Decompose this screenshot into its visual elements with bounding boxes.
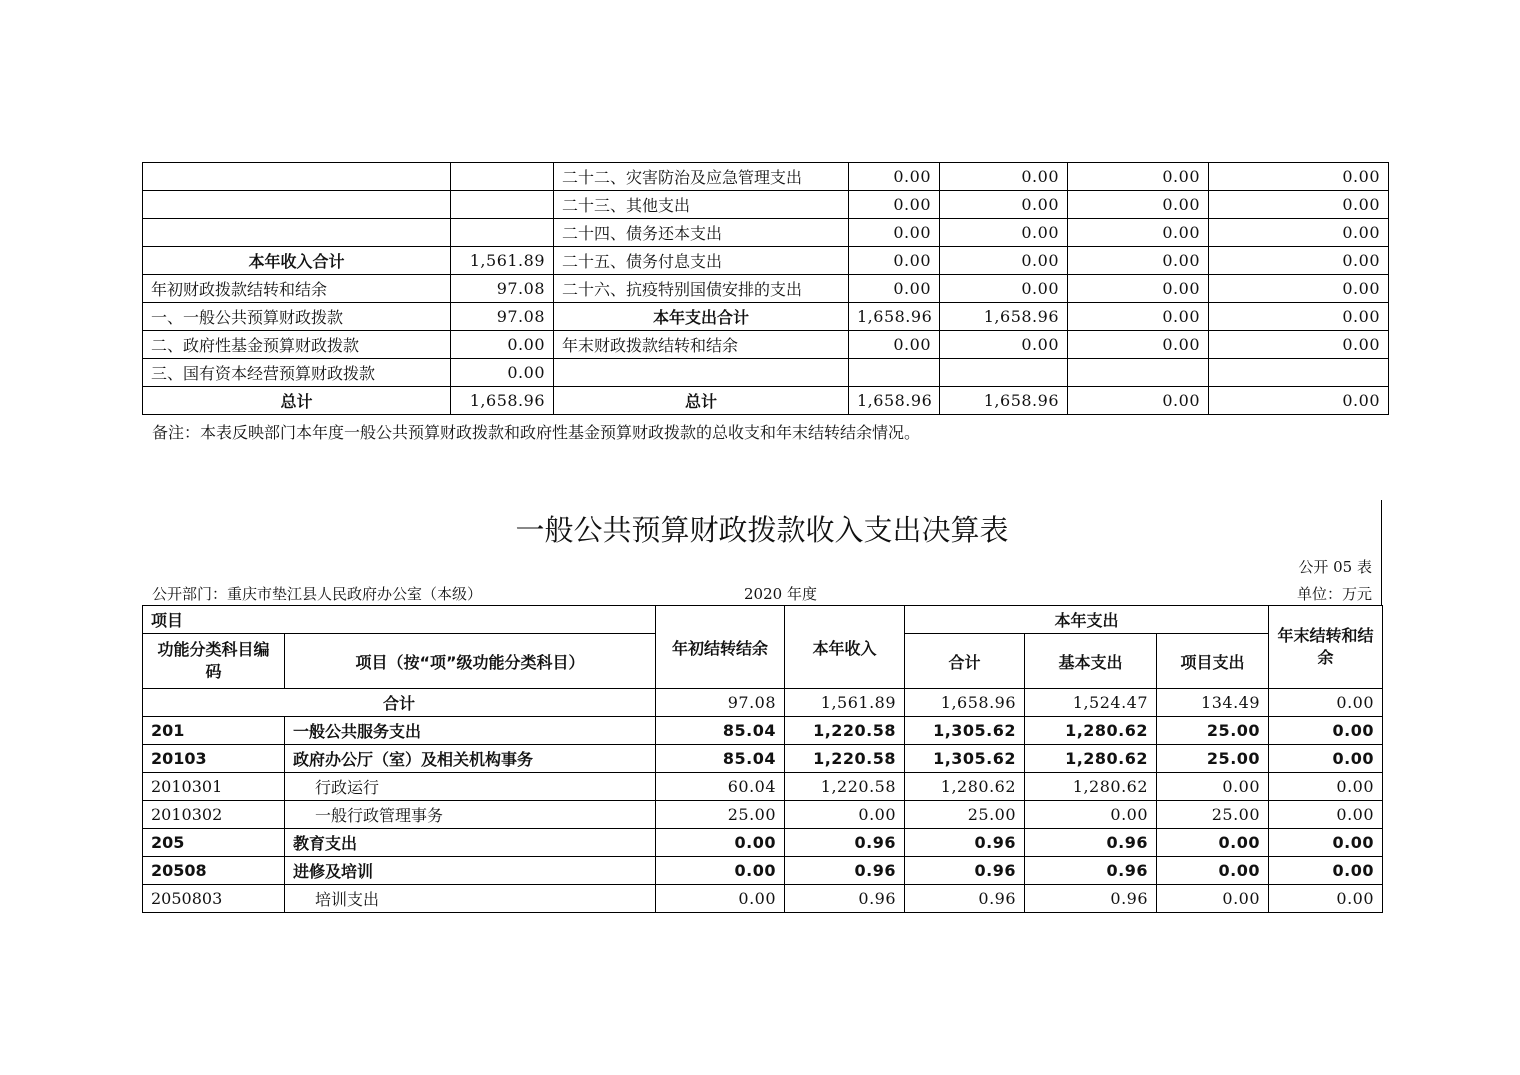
cell-basic: 0.96: [1025, 829, 1157, 857]
value-1: 1,658.96: [849, 303, 940, 331]
left-value: 0.00: [451, 359, 554, 387]
table-row: [143, 163, 1389, 191]
income-expense-summary-table: [142, 162, 1389, 415]
value-1: 0.00: [849, 219, 940, 247]
cell-project: 25.00: [1157, 745, 1269, 773]
right-label: 二十五、债务付息支出: [554, 247, 849, 275]
left-label: 年初财政拨款结转和结余: [143, 275, 451, 303]
value-3: 0.00: [1068, 275, 1209, 303]
table-row: [143, 857, 1383, 885]
header-row: [143, 606, 1383, 634]
right-label: 本年支出合计: [554, 303, 849, 331]
cell-total: 1,305.62: [905, 745, 1025, 773]
cell-project: 0.00: [1157, 773, 1269, 801]
table-row: [143, 275, 1389, 303]
header-basic: 基本支出: [1025, 634, 1157, 689]
value-4: 0.00: [1209, 331, 1389, 359]
value-2: 0.00: [940, 163, 1068, 191]
cell-name: 教育支出: [285, 829, 656, 857]
cell-total: 25.00: [905, 801, 1025, 829]
cell-total: 1,305.62: [905, 717, 1025, 745]
value-1: [849, 359, 940, 387]
cell-project: 25.00: [1157, 717, 1269, 745]
right-label: 二十六、抗疫特别国债安排的支出: [554, 275, 849, 303]
general-budget-table: [142, 605, 1383, 913]
header-item: 项目: [143, 606, 656, 634]
cell-end: 0.00: [1269, 717, 1383, 745]
value-4: 0.00: [1209, 275, 1389, 303]
cell-income: 0.96: [785, 885, 905, 913]
cell-project: 0.00: [1157, 857, 1269, 885]
value-4: 0.00: [1209, 191, 1389, 219]
left-value: [451, 163, 554, 191]
cell-total: 1,280.62: [905, 773, 1025, 801]
right-label: 总计: [554, 387, 849, 415]
left-label: 一、一般公共预算财政拨款: [143, 303, 451, 331]
value-2: 1,658.96: [940, 387, 1068, 415]
cell-name: 进修及培训: [285, 857, 656, 885]
cell-income: 1,220.58: [785, 745, 905, 773]
left-label: [143, 191, 451, 219]
left-value: [451, 191, 554, 219]
header-project: 项目支出: [1157, 634, 1269, 689]
cell-project: 0.00: [1157, 885, 1269, 913]
value-3: 0.00: [1068, 303, 1209, 331]
left-value: 97.08: [451, 275, 554, 303]
cell-end: 0.00: [1269, 885, 1383, 913]
value-2: 0.00: [940, 247, 1068, 275]
cell-code: 201: [143, 717, 285, 745]
right-label: 二十二、灾害防治及应急管理支出: [554, 163, 849, 191]
table-row: [143, 745, 1383, 773]
cell-basic: 0.00: [1025, 801, 1157, 829]
table-row: [143, 801, 1383, 829]
cell-total: 0.96: [905, 857, 1025, 885]
cell-name: 一般公共服务支出: [285, 717, 656, 745]
left-value: [451, 219, 554, 247]
cell-end: 0.00: [1269, 745, 1383, 773]
cell-begin: 25.00: [656, 801, 785, 829]
cell-end: 0.00: [1269, 801, 1383, 829]
cell-basic: 1,280.62: [1025, 717, 1157, 745]
cell-income: 1,220.58: [785, 773, 905, 801]
left-label: 本年收入合计: [143, 247, 451, 275]
value-4: 0.00: [1209, 247, 1389, 275]
cell-basic: 1,280.62: [1025, 745, 1157, 773]
cell-begin: 60.04: [656, 773, 785, 801]
left-value: 1,561.89: [451, 247, 554, 275]
cell-basic: 1,280.62: [1025, 773, 1157, 801]
cell-begin: 0.00: [656, 857, 785, 885]
table-row: [143, 247, 1389, 275]
value-1: 0.00: [849, 331, 940, 359]
right-label: 二十三、其他支出: [554, 191, 849, 219]
table-row: [143, 303, 1389, 331]
cell-code: 2010301: [143, 773, 285, 801]
value-4: 0.00: [1209, 163, 1389, 191]
value-3: 0.00: [1068, 219, 1209, 247]
table-row: [143, 773, 1383, 801]
table-row: [143, 331, 1389, 359]
value-4: 0.00: [1209, 303, 1389, 331]
table-row: [143, 387, 1389, 415]
value-3: 0.00: [1068, 163, 1209, 191]
year-label: 2020 年度: [744, 585, 817, 603]
header-end: 年末结转和结余: [1269, 606, 1383, 689]
value-3: 0.00: [1068, 191, 1209, 219]
cell-total: 0.96: [905, 885, 1025, 913]
cell-code: 20508: [143, 857, 285, 885]
cell-begin: 85.04: [656, 745, 785, 773]
right-label: [554, 359, 849, 387]
table-row: [143, 359, 1389, 387]
cell-name: 行政运行: [285, 773, 656, 801]
cell-project: 134.49: [1157, 689, 1269, 717]
cell-total: 1,658.96: [905, 689, 1025, 717]
value-2: 0.00: [940, 275, 1068, 303]
cell-end: 0.00: [1269, 857, 1383, 885]
value-1: 0.00: [849, 247, 940, 275]
cell-project: 25.00: [1157, 801, 1269, 829]
value-2: 0.00: [940, 191, 1068, 219]
cell-code: 2050803: [143, 885, 285, 913]
left-label: 三、国有资本经营预算财政拨款: [143, 359, 451, 387]
cell-income: 0.96: [785, 857, 905, 885]
cell-income: 1,220.58: [785, 717, 905, 745]
value-1: 0.00: [849, 163, 940, 191]
department-label: 公开部门：重庆市垫江县人民政府办公室（本级）: [152, 585, 483, 603]
header-expense: 本年支出: [905, 606, 1269, 634]
value-4: [1209, 359, 1389, 387]
right-label: 二十四、债务还本支出: [554, 219, 849, 247]
table-row: [143, 219, 1389, 247]
cell-code: 2010302: [143, 801, 285, 829]
header-begin: 年初结转结余: [656, 606, 785, 689]
cell-basic: 1,524.47: [1025, 689, 1157, 717]
left-label: [143, 163, 451, 191]
cell-end: 0.00: [1269, 773, 1383, 801]
cell-begin: 85.04: [656, 717, 785, 745]
left-label: [143, 219, 451, 247]
header-total: 合计: [905, 634, 1025, 689]
cell-basic: 0.96: [1025, 857, 1157, 885]
value-3: [1068, 359, 1209, 387]
cell-project: 0.00: [1157, 829, 1269, 857]
table-note: 备注：本表反映部门本年度一般公共预算财政拨款和政府性基金预算财政拨款的总收支和年末结转结余情况。: [152, 423, 921, 442]
cell-begin: 0.00: [656, 829, 785, 857]
cell-total: 0.96: [905, 829, 1025, 857]
left-label: 二、政府性基金预算财政拨款: [143, 331, 451, 359]
table-row: [143, 717, 1383, 745]
cell-end: 0.00: [1269, 689, 1383, 717]
cell-income: 0.00: [785, 801, 905, 829]
cell-name: 政府办公厅（室）及相关机构事务: [285, 745, 656, 773]
left-label: 总计: [143, 387, 451, 415]
value-4: 0.00: [1209, 387, 1389, 415]
page-title: 一般公共预算财政拨款收入支出决算表: [515, 513, 1009, 547]
value-2: 0.00: [940, 331, 1068, 359]
cell-end: 0.00: [1269, 829, 1383, 857]
value-1: 1,658.96: [849, 387, 940, 415]
cell-name: 一般行政管理事务: [285, 801, 656, 829]
value-2: 1,658.96: [940, 303, 1068, 331]
value-1: 0.00: [849, 191, 940, 219]
cell-begin: 97.08: [656, 689, 785, 717]
table-row: [143, 829, 1383, 857]
cell-name: 培训支出: [285, 885, 656, 913]
divider: [1381, 500, 1382, 605]
header-code: 功能分类科目编码: [143, 634, 285, 689]
header-income: 本年收入: [785, 606, 905, 689]
value-3: 0.00: [1068, 331, 1209, 359]
cell-code: 205: [143, 829, 285, 857]
header-name: 项目（按“项”级功能分类科目）: [285, 634, 656, 689]
table-number: 公开 05 表: [1298, 558, 1372, 576]
left-value: 97.08: [451, 303, 554, 331]
table-row: [143, 191, 1389, 219]
value-3: 0.00: [1068, 387, 1209, 415]
unit-label: 单位：万元: [1296, 585, 1372, 603]
value-2: 0.00: [940, 219, 1068, 247]
cell-basic: 0.96: [1025, 885, 1157, 913]
value-1: 0.00: [849, 275, 940, 303]
cell-income: 0.96: [785, 829, 905, 857]
value-4: 0.00: [1209, 219, 1389, 247]
total-label: 合计: [143, 689, 656, 717]
cell-income: 1,561.89: [785, 689, 905, 717]
cell-code: 20103: [143, 745, 285, 773]
value-3: 0.00: [1068, 247, 1209, 275]
total-row: [143, 689, 1383, 717]
left-value: 1,658.96: [451, 387, 554, 415]
right-label: 年末财政拨款结转和结余: [554, 331, 849, 359]
value-2: [940, 359, 1068, 387]
table-row: [143, 885, 1383, 913]
left-value: 0.00: [451, 331, 554, 359]
cell-begin: 0.00: [656, 885, 785, 913]
